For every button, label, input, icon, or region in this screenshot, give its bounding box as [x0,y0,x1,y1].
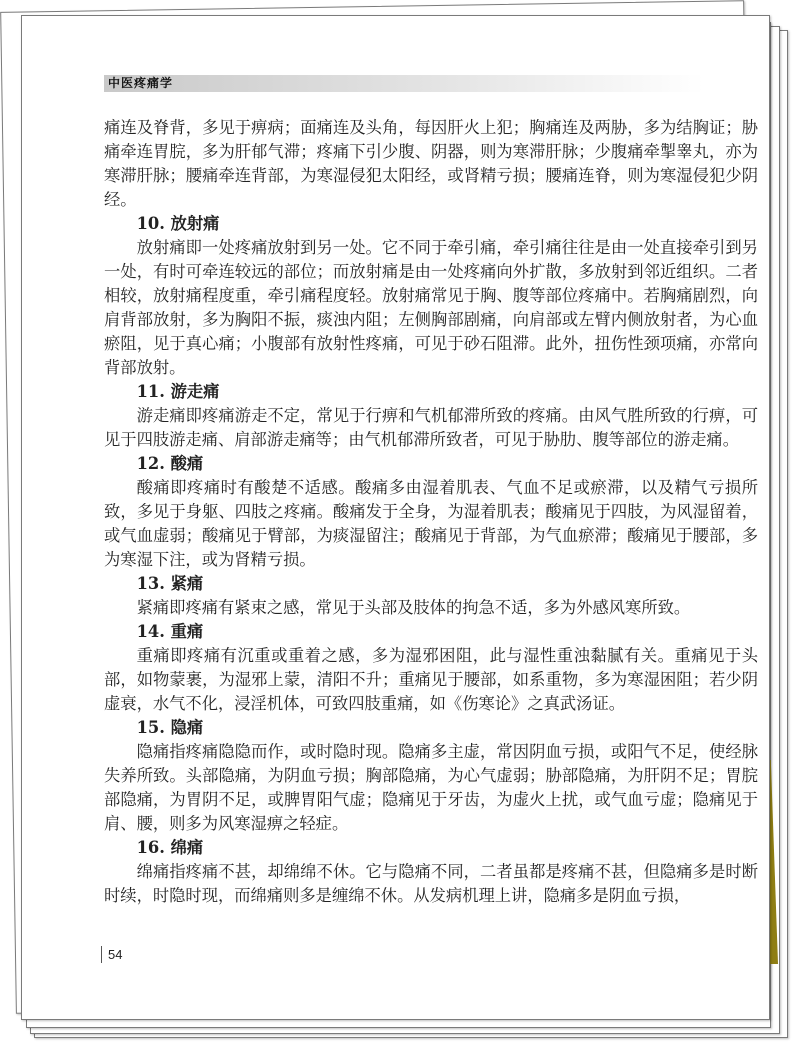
paragraph: 痛连及脊背，多见于痹病；面痛连及头角，每因肝火上犯；胸痛连及两胁，多为结胸证；胁痛牵连胃脘，多为肝郁气滞；疼痛下引少腹、阴器，则为寒滞肝脉；少腹痛牵掣睾丸，亦为寒滞肝脉；腰痛牵连背部，为寒湿侵犯太阳经，或肾精亏损；腰痛连脊，则为寒湿侵犯少阴经。 [104,118,758,209]
page-number: 54 [101,946,122,963]
section-heading: 10. 放射痛 [136,214,220,233]
section-heading: 11. 游走痛 [136,382,220,401]
section-heading: 13. 紧痛 [136,574,204,593]
section-heading: 15. 隐痛 [136,718,204,737]
section-heading: 14. 重痛 [136,622,204,641]
paragraph: 重痛即疼痛有沉重或重着之感，多为湿邪困阻，此与湿性重浊黏腻有关。重痛见于头部，如物蒙裹，为湿邪上蒙，清阳不升；重痛见于腰部，如系重物，多为寒湿困阻；若少阴虚衰，水气不化，浸淫机体，可致四肢重痛，如《伤寒论》之真武汤证。 [104,646,758,713]
paragraph: 绵痛指疼痛不甚，却绵绵不休。它与隐痛不同，二者虽都是疼痛不甚，但隐痛多是时断时续，时隐时现，而绵痛则多是缠绵不休。从发病机理上讲，隐痛多是阴血亏损， [104,862,758,905]
book-title: 中医疼痛学 [108,76,174,90]
running-header [104,75,704,92]
paragraph: 放射痛即一处疼痛放射到另一处。它不同于牵引痛，牵引痛往往是由一处直接牵引到另一处，有时可牵连较远的部位；而放射痛是由一处疼痛向外扩散，多放射到邻近组织。二者相较，放射痛程度重，牵引痛程度轻。放射痛常见于胸、腹等部位疼痛中。若胸痛剧烈，向肩背部放射，多为胸阳不振，痰浊内阻；左侧胸部剧痛，向肩部或左臂内侧放射者，为心血瘀阻，见于真心痛；小腹部有放射性疼痛，可见于砂石阻滞。此外，扭伤性颈项痛，亦常向背部放射。 [104,238,758,377]
page-body [104,116,758,908]
section-heading: 16. 绵痛 [136,838,204,857]
paragraph: 隐痛指疼痛隐隐而作，或时隐时现。隐痛多主虚，常因阴血亏损，或阳气不足，使经脉失养所致。头部隐痛，为阴血亏损；胸部隐痛，为心气虚弱；胁部隐痛，为肝阴不足；胃脘部隐痛，为胃阴不足，或脾胃阳气虚；隐痛见于牙齿，为虚火上扰，或气血亏虚；隐痛见于肩、腰，则多为风寒湿痹之轻症。 [104,742,758,833]
paragraph: 紧痛即疼痛有紧束之感，常见于头部及肢体的拘急不适，多为外感风寒所致。 [136,598,691,617]
section-heading: 12. 酸痛 [136,454,204,473]
paragraph: 游走痛即疼痛游走不定，常见于行痹和气机郁滞所致的疼痛。由风气胜所致的行痹，可见于四肢游走痛、肩部游走痛等；由气机郁滞所致者，可见于胁肋、腹等部位的游走痛。 [104,406,758,449]
paragraph: 酸痛即疼痛时有酸楚不适感。酸痛多由湿着肌表、气血不足或瘀滞，以及精气亏损所致，多见于身躯、四肢之疼痛。酸痛发于全身，为湿着肌表；酸痛见于四肢，为风湿留着，或气血虚弱；酸痛见于臂部，为痰湿留注；酸痛见于背部，为气血瘀滞；酸痛见于腰部，多为寒湿下注，或为肾精亏损。 [104,478,758,569]
